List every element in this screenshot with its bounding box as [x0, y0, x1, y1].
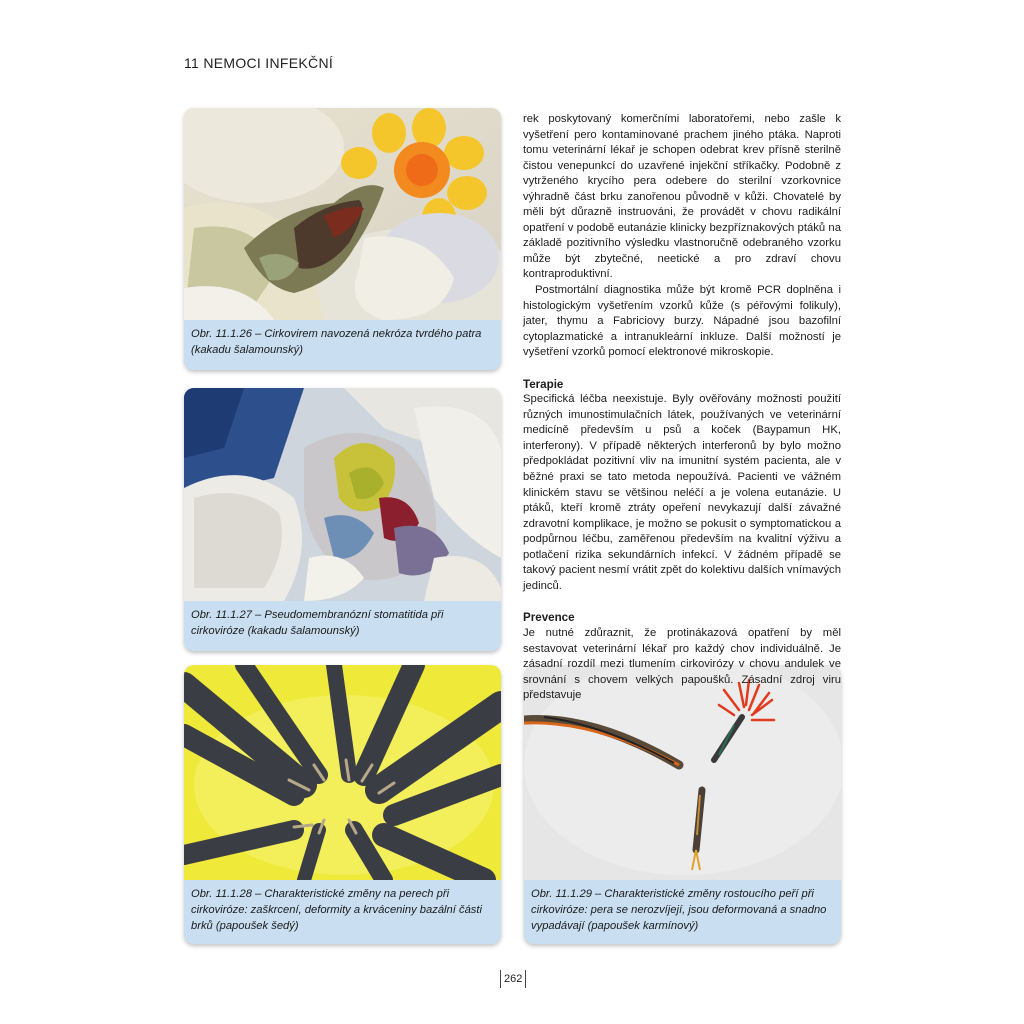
- paragraph: Je nutné zdůraznit, že protinákazová opatření by měl sestavovat veterinární lékař pro každý chov individuálně. Je zásadní rozdíl mezi tlumením cirkovirózy v chovu andulek ve srovnání s chovem velkých papoušků. Zásadní zdroj viru představuje: [523, 626, 841, 702]
- figure-feathers-yellow: [184, 665, 501, 944]
- figure-caption: Obr. 11.1.26 – Cirkovirem navozená nekróza tvrdého patra (kakadu šalamounský): [184, 320, 501, 370]
- figure-beak-necrosis: [184, 108, 501, 370]
- photo-feathers: [184, 665, 501, 880]
- paragraph: Postmortální diagnostika může být kromě PCR doplněna i histologickým vyšetřením vzorků kůže (s péřovými folikuly), jater, thymu a Fabriciovy burzy. Nápadné jsou bazofilní cytoplazmatické a intranukleární inkluze. Další možností je vyšetření vzorků pomocí elektronové mikroskopie.: [523, 284, 841, 359]
- paragraph: rek poskytovaný komerčními laboratořemi, nebo zašle k vyšetření pero kontaminované prachem jiného ptáka. Naproti tomu veterinární lékař je schopen odebrat krev přísně sterilně čistou venepunkcí do uzavřené injekční stříkačky. Podobně z vytrženého krycího pera odebere do sterilní vzorkovnice výhradně část brku zanořenou původně v kůži. Chovatelé by měli být důrazně instruováni, že provádět v chovu radikální opatření v podobě eutanázie klinicky bezpříznakových ptáků na základě pozitivního výsledku vlastnoručně odebraného vzorku může být zbytečné, neetické a pro zdraví chovu kontraproduktivní.: [523, 113, 841, 281]
- figure-stomatitis: [184, 388, 501, 651]
- figure-caption: Obr. 11.1.27 – Pseudomembranózní stomatitida při cirkoviróze (kakadu šalamounský): [184, 601, 501, 651]
- chapter-title: 11 NEMOCI INFEKČNÍ: [184, 55, 334, 71]
- paragraph: Specifická léčba neexistuje. Byly ověřovány možnosti použití různých imunostimulačních látek, používaných ve veterinární medicíně především u psů a koček (Baypamun HK, interferony). V případě některých interferonů by bylo možno předpokládat pozitivní vliv na imunitní systém pacienta, ale v běžné praxi se tato metoda nepoužívá. Pacienti ve vážném klinickém stavu se většinou neléčí a je volena eutanázie. U ptáků, kteří kromě ztráty opeření nevykazují další závažné zdravotní komplikace, je možno se pokusit o symptomatickou a podpůrnou léčbu, zaměřenou především na kvalitní výživu a potlačení rizika sekundárních infekcí. V žádném případě se takový pacient nesmí vrátit zpět do kolektivu dalších vnímavých jedinců.: [523, 393, 841, 592]
- page-number: 262: [500, 970, 526, 988]
- body-text-column: [523, 112, 841, 704]
- photo-stomatitis: [184, 388, 501, 601]
- figure-growing-feathers: [524, 665, 841, 944]
- figure-caption: Obr. 11.1.29 – Charakteristické změny rostoucího peří při cirkoviróze: pera se nerozvíjejí, jsou deformovaná a snadno vypadávají (papoušek karmínový): [524, 880, 841, 944]
- section-heading-terapie: Terapie: [523, 377, 564, 391]
- section-heading-prevence: Prevence: [523, 611, 575, 625]
- photo-beak-necrosis: [184, 108, 501, 320]
- figure-caption: Obr. 11.1.28 – Charakteristické změny na perech při cirkoviróze: zaškrcení, deformity a krváceniny bazální části brků (papoušek šedý): [184, 880, 501, 944]
